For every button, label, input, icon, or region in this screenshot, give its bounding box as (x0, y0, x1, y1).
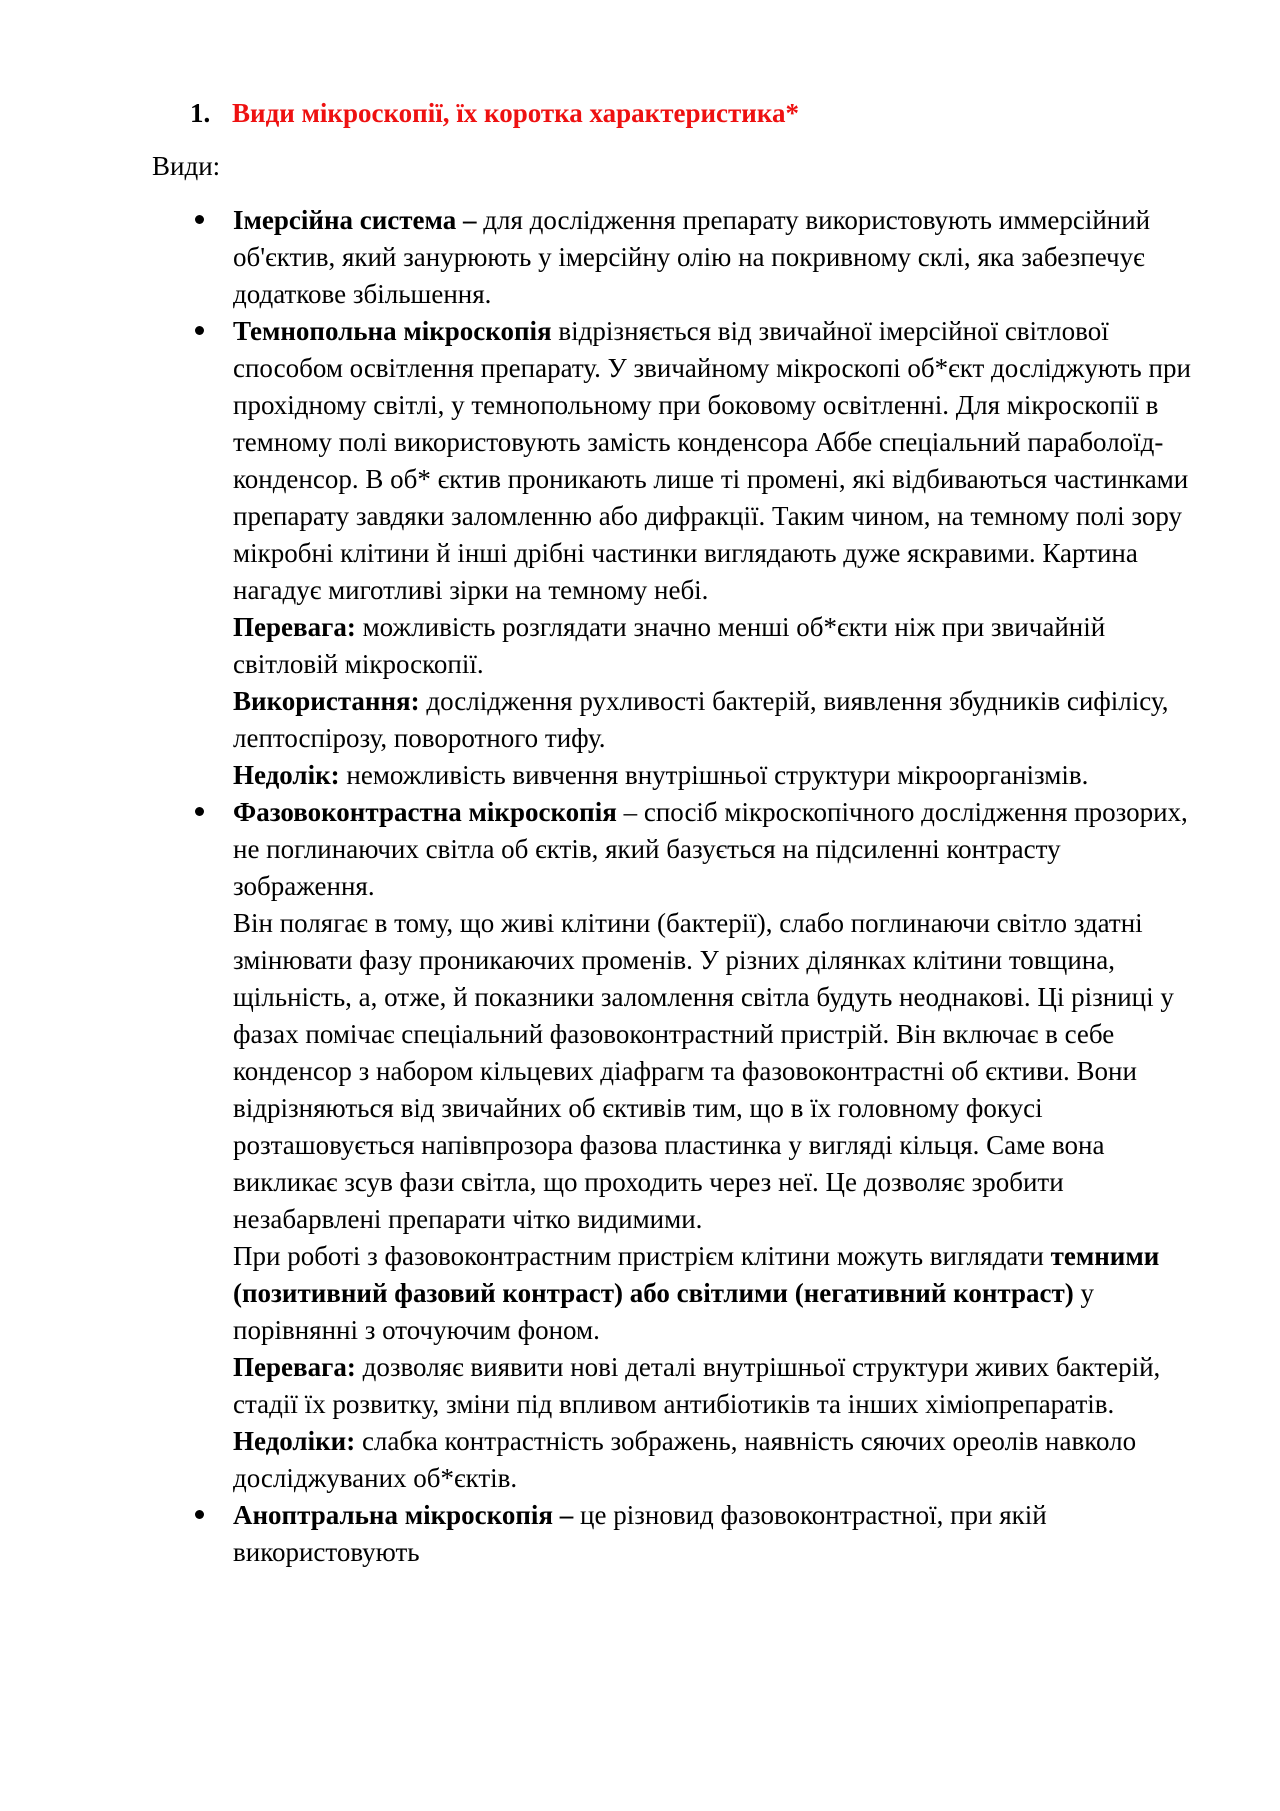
bullet-icon (195, 1510, 204, 1519)
darkfield-text: відрізняється від звичайної імерсійної світлової способом освітлення препарату. У звичайному мікроскопі об*єкт досліджують при прохідному світлі, у темнопольному при боковому освітленні. Для мікроскопії в темному полі використовують замість конденсора Аббе спеціальний параболоїд-конденсор. В об* єктив проникають лише ті промені, які відбиваються частинками препарату завдяки заломленню або дифракції. Таким чином, на темному полі зору мікробні клітини й інші дрібні частинки виглядають дуже яскравими. Картина нагадує миготливі зірки на темному небі. (233, 316, 1191, 605)
phase-contrast-appearance-bold: темними (позитивний фазовий контраст) або світлими (негативний контраст) (233, 1241, 1160, 1308)
heading-number: 1. (190, 98, 211, 128)
darkfield-advantage-text: можливість розглядати значно менші об*єкти ніж при звичайній світловій мікроскопії. (233, 612, 1106, 679)
intro-label: Види: (152, 151, 221, 181)
phase-contrast-appearance-end: у порівнянні з оточуючим фоном. (233, 1278, 1094, 1345)
immersion-text: для дослідження препарату використовують иммерсійний об'єктив, який занурюють у імерсійну олію на покривному склі, яка забезпечує додаткове збільшення. (233, 205, 1151, 309)
darkfield-usage-text: дослідження рухливості бактерій, виявлення збудників сифілісу, лептоспірозу, поворотного тифу. (233, 686, 1169, 753)
darkfield-usage-label: Використання: (233, 686, 420, 716)
list-item-phase-contrast (190, 794, 1200, 1497)
phase-contrast-appearance (233, 1238, 1200, 1349)
immersion-dash: – (456, 205, 477, 235)
anoptral-paragraph (233, 1497, 1200, 1571)
phase-contrast-drawback (233, 1423, 1200, 1497)
phase-contrast-drawback-text: слабка контрастність зображень, наявність сяючих ореолів навколо досліджуваних об*єктів. (233, 1426, 1137, 1493)
immersion-paragraph (233, 202, 1200, 313)
phase-contrast-appearance-start: При роботі з фазовоконтрастним пристрієм клітини можуть виглядати (233, 1241, 1051, 1271)
anoptral-dash: – (553, 1500, 574, 1530)
darkfield-term: Темнопольна мікроскопія (233, 316, 552, 346)
darkfield-drawback (233, 757, 1200, 794)
darkfield-usage (233, 683, 1200, 757)
list-item-darkfield (190, 313, 1200, 794)
bullet-icon (195, 326, 204, 335)
phase-contrast-text: – спосіб мікроскопічного дослідження прозорих, не поглинаючих світла об єктів, який базується на підсиленні контрасту зображення. (233, 797, 1188, 901)
phase-contrast-principle: Він полягає в тому, що живі клітини (бактерії), слабо поглинаючи світло здатні змінювати фазу проникаючих променів. У різних ділянках клітини товщина, щільність, а, отже, й показники заломлення світла будуть неоднакові. Ці різниці у фазах помічає спеціальний фазовоконтрастний пристрій. Він включає в себе конденсор з набором кільцевих діафрагм та фазовоконтрастні об єктиви. Вони відрізняються від звичайних об єктивів тим, що в їх головному фокусі розташовується напівпрозора фазова пластинка у вигляді кільця. Саме вона викликає зсув фази світла, що проходить через неї. Це дозволяє зробити незабарвлені препарати чітко видимими. (233, 908, 1174, 1234)
darkfield-advantage (233, 609, 1200, 683)
darkfield-advantage-label: Перевага: (233, 612, 356, 642)
phase-contrast-drawback-label: Недоліки: (233, 1426, 356, 1456)
section-heading (190, 96, 799, 130)
phase-contrast-term: Фазовоконтрастна мікроскопія (233, 797, 617, 827)
anoptral-term: Аноптральна мікроскопія (233, 1500, 554, 1530)
immersion-term: Імерсійна система (233, 205, 457, 235)
darkfield-drawback-label: Недолік: (233, 760, 340, 790)
heading-title: Види мікроскопії, їх коротка характеристика* (232, 98, 799, 128)
phase-contrast-advantage-label: Перевага: (233, 1352, 356, 1382)
darkfield-drawback-text: неможливість вивчення внутрішньої структури мікроорганізмів. (339, 760, 1089, 790)
anoptral-text: це різновид фазовоконтрастної, при якій використовують (233, 1500, 1047, 1567)
phase-contrast-paragraph (233, 794, 1200, 905)
bullet-icon (195, 807, 204, 816)
phase-contrast-advantage (233, 1349, 1200, 1423)
list-item-anoptral (190, 1497, 1200, 1571)
phase-contrast-advantage-text: дозволяє виявити нові деталі внутрішньої структури живих бактерій, стадії їх розвитку, зміни під впливом антибіотиків та інших хіміопрепаратів. (233, 1352, 1161, 1419)
microscopy-types-list (190, 202, 1200, 1571)
darkfield-paragraph (233, 313, 1200, 609)
bullet-icon (195, 215, 204, 224)
list-item-immersion (190, 202, 1200, 313)
